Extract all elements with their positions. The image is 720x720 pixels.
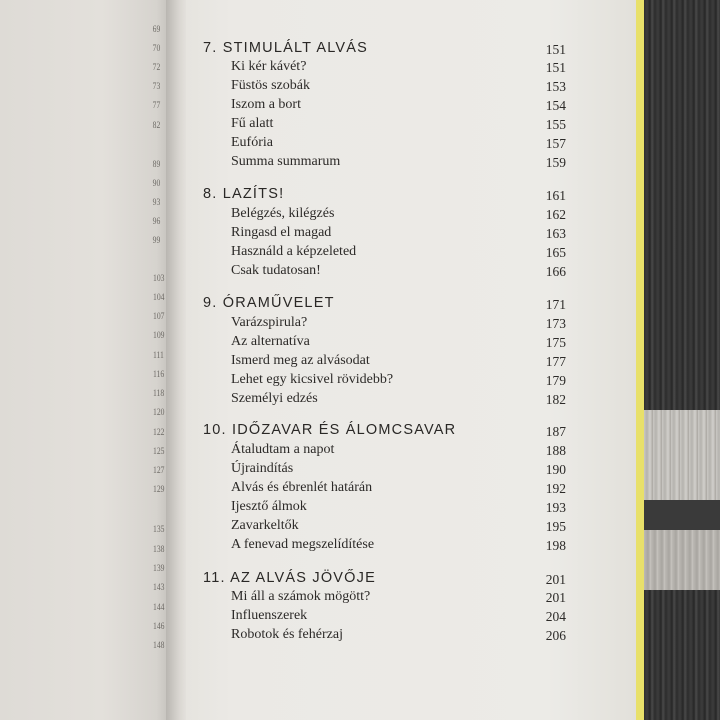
section-title: A fenevad megszelídítése: [231, 537, 375, 552]
section-title: Az alternatíva: [231, 334, 310, 349]
section-title: Mi áll a számok mögött?: [231, 589, 371, 604]
section-title: Csak tudatosan!: [231, 263, 321, 278]
left-page-number: 89: [152, 159, 161, 169]
page-number: 171: [545, 297, 566, 312]
page-number: 163: [545, 226, 566, 241]
chapter-title: 11. AZ ALVÁS JÖVŐJE: [203, 570, 376, 586]
page-number: 192: [545, 481, 566, 496]
left-page-number: 93: [152, 197, 161, 207]
section-title: Ringasd el magad: [231, 225, 332, 240]
section-title: Eufória: [231, 135, 273, 150]
page-number: 193: [545, 500, 566, 515]
chapter-title: 8. LAZÍTS!: [203, 186, 285, 202]
page-number: 195: [545, 519, 566, 534]
section-title: Ki kér kávét?: [231, 59, 307, 74]
page-number: 166: [545, 264, 566, 279]
section-title: Újraindítás: [231, 461, 294, 476]
left-page-number: 82: [152, 120, 161, 130]
section-title: Személyi edzés: [231, 391, 318, 406]
page-number: 154: [545, 98, 566, 113]
left-page-number: 69: [152, 24, 161, 34]
left-page-number: 118: [152, 388, 165, 398]
page-number: 177: [545, 354, 566, 369]
page-number: 204: [545, 609, 566, 624]
page-number: 182: [545, 392, 566, 407]
page-number: 179: [545, 373, 566, 388]
left-page-number: 72: [152, 62, 161, 72]
page-number: 206: [545, 628, 566, 643]
chapter-title: 7. STIMULÁLT ALVÁS: [203, 40, 369, 56]
left-page-number: 135: [153, 524, 165, 534]
section-title: Ijesztő álmok: [231, 499, 307, 514]
chapter-title: 10. IDŐZAVAR ÉS ÁLOMCSAVAR: [203, 422, 457, 438]
page-number: 201: [545, 572, 566, 587]
left-page-number: 139: [153, 563, 165, 573]
page-number: 153: [545, 79, 566, 94]
section-title: Varázspirula?: [231, 315, 308, 330]
page-number: 188: [545, 443, 566, 458]
left-page-number: 109: [153, 330, 165, 340]
left-page-number: 127: [153, 465, 165, 475]
page-number: 173: [545, 316, 566, 331]
left-page-number: 116: [152, 369, 165, 379]
left-page-number: 96: [152, 216, 161, 226]
page-number: 162: [545, 207, 566, 222]
left-page-number: 104: [153, 292, 165, 302]
page-number: 151: [545, 42, 566, 57]
page-number: 198: [545, 538, 566, 553]
section-title: Alvás és ébrenlét határán: [231, 480, 373, 495]
section-title: Lehet egy kicsivel rövidebb?: [231, 372, 394, 387]
page-number: 201: [545, 590, 566, 605]
section-title: Zavarkeltők: [231, 518, 299, 533]
left-page-number: 111: [152, 350, 164, 360]
left-page-number: 107: [153, 311, 165, 321]
page-number: 155: [545, 117, 566, 132]
page-number: 151: [545, 60, 566, 75]
left-page-number: 99: [152, 235, 161, 245]
section-title: Iszom a bort: [231, 97, 301, 112]
page-number: 175: [545, 335, 566, 350]
left-page-number: 70: [152, 43, 161, 53]
section-title: Summa summarum: [231, 154, 341, 169]
left-page-number: 73: [152, 81, 161, 91]
left-page-number: 120: [153, 407, 165, 417]
left-page-number: 129: [153, 484, 165, 494]
page-number: 165: [545, 245, 566, 260]
section-title: Átaludtam a napot: [231, 442, 335, 457]
left-page-number: 90: [152, 178, 161, 188]
page-number: 187: [545, 424, 566, 439]
left-page-number: 148: [153, 640, 165, 650]
left-page-number: 77: [152, 100, 161, 110]
left-page-number: 125: [153, 446, 165, 456]
page-number: 190: [545, 462, 566, 477]
section-title: Robotok és fehérzaj: [231, 627, 343, 642]
left-page-number: 146: [153, 621, 165, 631]
page-number: 161: [545, 188, 566, 203]
section-title: Ismerd meg az alvásodat: [231, 353, 370, 368]
section-title: Füstös szobák: [231, 78, 310, 93]
section-title: Fű alatt: [231, 116, 274, 131]
section-title: Használd a képzeleted: [231, 244, 357, 259]
left-page-number: 144: [153, 602, 165, 612]
page-number: 157: [545, 136, 566, 151]
page-number: 159: [545, 155, 566, 170]
section-title: Belégzés, kilégzés: [231, 206, 335, 221]
section-title: Influenszerek: [231, 608, 308, 623]
chapter-title: 9. ÓRAMŰVELET: [203, 295, 335, 311]
left-page-number: 103: [153, 273, 165, 283]
left-page-number: 122: [153, 427, 165, 437]
left-page-number: 138: [153, 544, 165, 554]
left-page-number: 143: [153, 582, 165, 592]
